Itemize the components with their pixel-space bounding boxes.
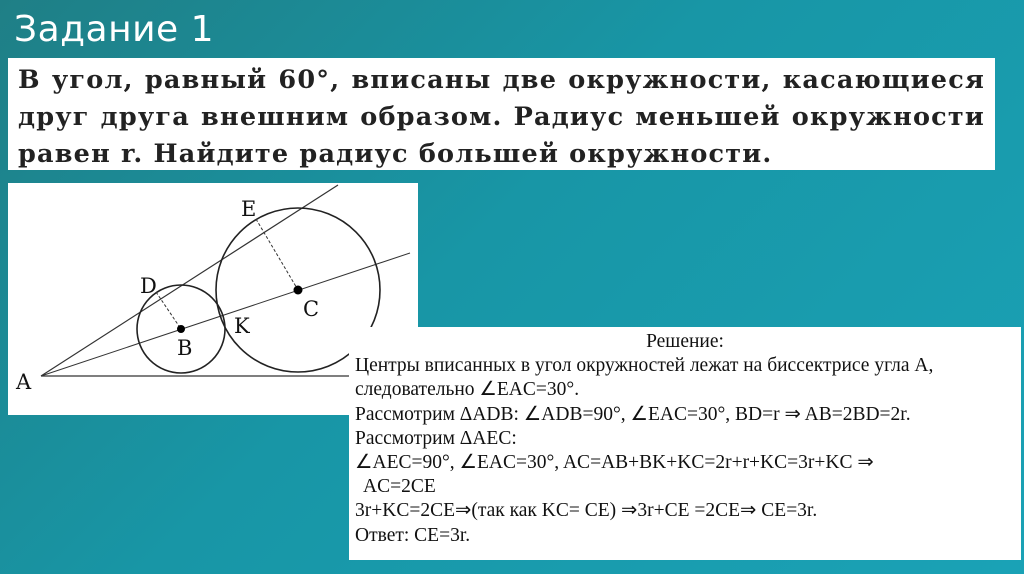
solution-line: Рассмотрим ΔADB: ∠ADB=90°, ∠EAC=30°, BD=r ⇒ AB=2BD=2r. [355, 403, 911, 425]
problem-statement-box [8, 58, 995, 170]
label-E: E [241, 197, 257, 221]
label-K: K [234, 314, 250, 338]
solution-line: следовательно ∠EAC=30°. [355, 379, 580, 401]
solution-box [349, 327, 1021, 560]
solution-line: 3r+KC=2CE⇒(так как KC= CE) ⇒3r+CE =2CE⇒ CE=3r. [355, 500, 818, 522]
solution-line: Рассмотрим ΔAEC: [355, 427, 517, 449]
problem-text: В угол, равный 60°, вписаны две окружности, касающиеся друг друга внешним образом. Радиус меньшей окружности равен r. Найдите радиус большей окружности. [18, 65, 985, 169]
solution-line: ∠AEC=90°, ∠EAC=30°, AC=AB+BK+KC=2r+r+KC=3r+KC ⇒ [355, 452, 874, 474]
point-B [177, 325, 185, 333]
label-C: C [303, 297, 320, 321]
solution-heading: Решение: [646, 331, 724, 352]
label-A: A [16, 370, 32, 394]
solution-line: AC=2CE [363, 476, 436, 498]
point-C [294, 286, 303, 295]
label-B: B [177, 336, 193, 360]
radius-CE [256, 219, 298, 290]
label-D: D [140, 274, 157, 298]
solution-line: Центры вписанных в угол окружностей лежат на биссектрисе угла А, [355, 355, 934, 377]
solution-answer: Ответ: CE=3r. [355, 524, 471, 546]
slide-title: Задание 1 [14, 9, 215, 50]
radius-BD [156, 292, 181, 329]
